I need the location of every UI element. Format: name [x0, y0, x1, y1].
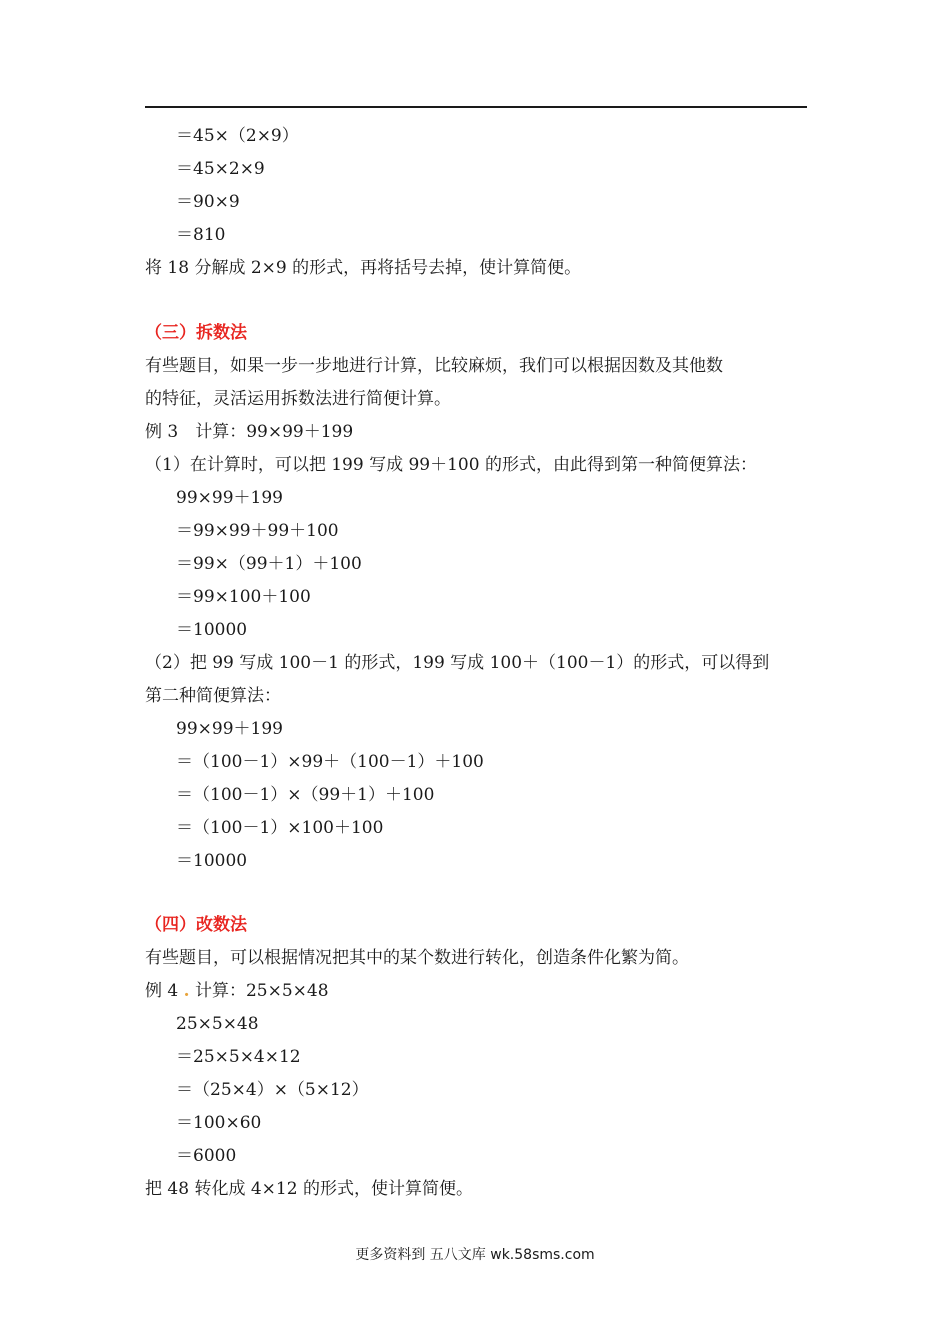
calc-line: ＝10000: [176, 620, 248, 640]
paragraph-line: 的特征，灵活运用拆数法进行简便计算。: [145, 389, 451, 409]
explanation-text: 将 18 分解成 2×9 的形式，再将括号去掉，使计算简便。: [145, 258, 582, 278]
calc-line: 99×99＋199: [176, 488, 283, 508]
example-text: 计算：25×5×48: [194, 981, 329, 1001]
calc-line: ＝6000: [176, 1146, 237, 1166]
footer-text: 更多资料到 五八文库 wk.58sms.com: [355, 1247, 595, 1263]
example-number: 例 4: [145, 981, 179, 1001]
calc-line: ＝10000: [176, 851, 248, 871]
calc-line: ＝（100－1）×100＋100: [176, 818, 384, 838]
method-2-intro: 第二种简便算法：: [145, 686, 281, 706]
calc-line: ＝（100－1）×（99＋1）＋100: [176, 785, 435, 805]
calc-line: ＝99×（99＋1）＋100: [176, 554, 362, 574]
calc-line: ＝（100－1）×99＋（100－1）＋100: [176, 752, 484, 772]
calc-line: ＝99×100＋100: [176, 587, 311, 607]
example-label: [145, 980, 329, 1002]
calc-line: ＝100×60: [176, 1113, 262, 1133]
paragraph-line: 有些题目，如果一步一步地进行计算，比较麻烦，我们可以根据因数及其他数: [145, 356, 723, 376]
paragraph-line: 有些题目，可以根据情况把其中的某个数进行转化，创造条件化繁为简。: [145, 948, 689, 968]
example-dot: .: [183, 981, 190, 1001]
example-label: 例 3 计算：99×99＋199: [145, 422, 354, 442]
calc-line: 25×5×48: [176, 1014, 259, 1034]
calc-line: ＝90×9: [176, 192, 240, 212]
section-heading-3: （三）拆数法: [145, 323, 247, 343]
calc-line: ＝45×（2×9）: [176, 126, 299, 146]
calc-line: ＝810: [176, 225, 226, 245]
explanation-text: 把 48 转化成 4×12 的形式，使计算简便。: [145, 1179, 473, 1199]
calc-line: ＝25×5×4×12: [176, 1047, 301, 1067]
header-rule: [145, 106, 807, 108]
calc-line: 99×99＋199: [176, 719, 283, 739]
method-1-intro: （1）在计算时，可以把 199 写成 99＋100 的形式，由此得到第一种简便算法：: [145, 455, 757, 475]
calc-line: ＝（25×4）×（5×12）: [176, 1080, 369, 1100]
method-2-intro: （2）把 99 写成 100－1 的形式，199 写成 100＋（100－1）的形式，可以得到: [145, 653, 770, 673]
calc-line: ＝99×99＋99＋100: [176, 521, 339, 541]
section-heading-4: （四）改数法: [145, 915, 247, 935]
calc-line: ＝45×2×9: [176, 159, 265, 179]
